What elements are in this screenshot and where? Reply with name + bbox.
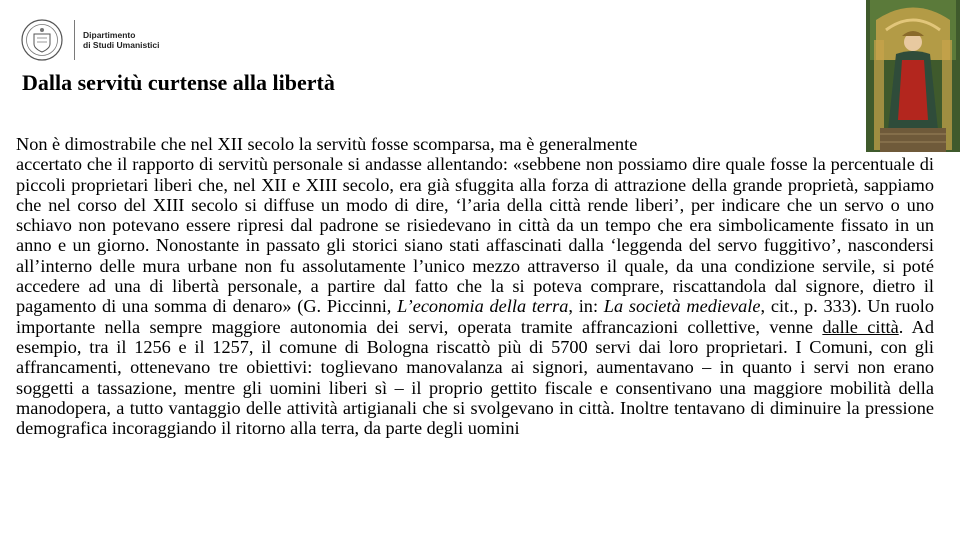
department-line-2: di Studi Umanistici	[83, 40, 160, 50]
body-text-part-2: , in:	[568, 296, 604, 317]
underlined-phrase: dalle città	[822, 316, 899, 337]
department-name	[83, 30, 160, 50]
book-title-2: La società medievale	[603, 296, 761, 317]
book-title-1: L’economia della terra	[397, 296, 569, 317]
logo-divider	[74, 20, 75, 60]
body-text-part-3: , cit., p. 333). Un ruolo importante nella sempre maggiore autonomia dei servi, operata tramite affrancazioni collettive, venne	[16, 296, 934, 337]
body-paragraph	[16, 134, 934, 438]
university-logo	[20, 18, 160, 62]
university-seal-icon	[20, 18, 64, 62]
enthroned-figure-painting	[866, 0, 960, 152]
body-text-part-4: . Ad esempio, tra il 1256 e il 1257, il comune di Bologna riscattò più di 5700 servi dai loro proprietari. I Comuni, con gli affrancamenti, ottenevano tre obiettivi: toglievano manovalanza ai signori, aumentavano – in quanto i servi non erano soggetti a tassazione, mentre gli uomini liberi sì – il proprio gettito fiscale e consentivano una maggiore mobilità della manodopera, a tutto vantaggio delle attività artigianali che si svolgevano in città. Inoltre tentavano di diminuire la pressione demografica incoraggiando il ritorno alla terra, da parte degli uomini	[16, 316, 934, 439]
department-line-1: Dipartimento	[83, 30, 136, 40]
body-line-1: Non è dimostrabile che nel XII secolo la servitù fosse scomparsa, ma è generalmente	[16, 134, 638, 154]
slide-title: Dalla servitù curtense alla libertà	[22, 70, 335, 95]
body-text-part-1: accertato che il rapporto di servitù personale si andasse allentando: «sebbene non possiamo dire quale fosse la percentuale di piccoli proprietari liberi che, nel XII e XIII secolo, era già sfuggita alla forza di attrazione della grande proprietà, sappiamo che nel corso del XIII secolo si diffuse un modo di dire, ‘l’aria della città rende liberi’, per indicare che un servo o uno schiavo non potevano essere ripresi dal padrone se risiedevano in città da un tempo che era simbolicamente fissato in un anno e un giorno. Nonostante in passato gli storici siano stati affascinati dalla ‘leggenda del servo fuggitivo’, nascondersi all’interno delle mura urbane non fu assolutamente l’unico mezzo attraverso il quale, da una condizione servile, si poté accedere ad una di libertà personale, a partire dal fatto che la si poteva comprare, riscattandola dal signore, dietro il pagamento di una somma di denaro» (G. Piccinni,	[16, 154, 934, 317]
